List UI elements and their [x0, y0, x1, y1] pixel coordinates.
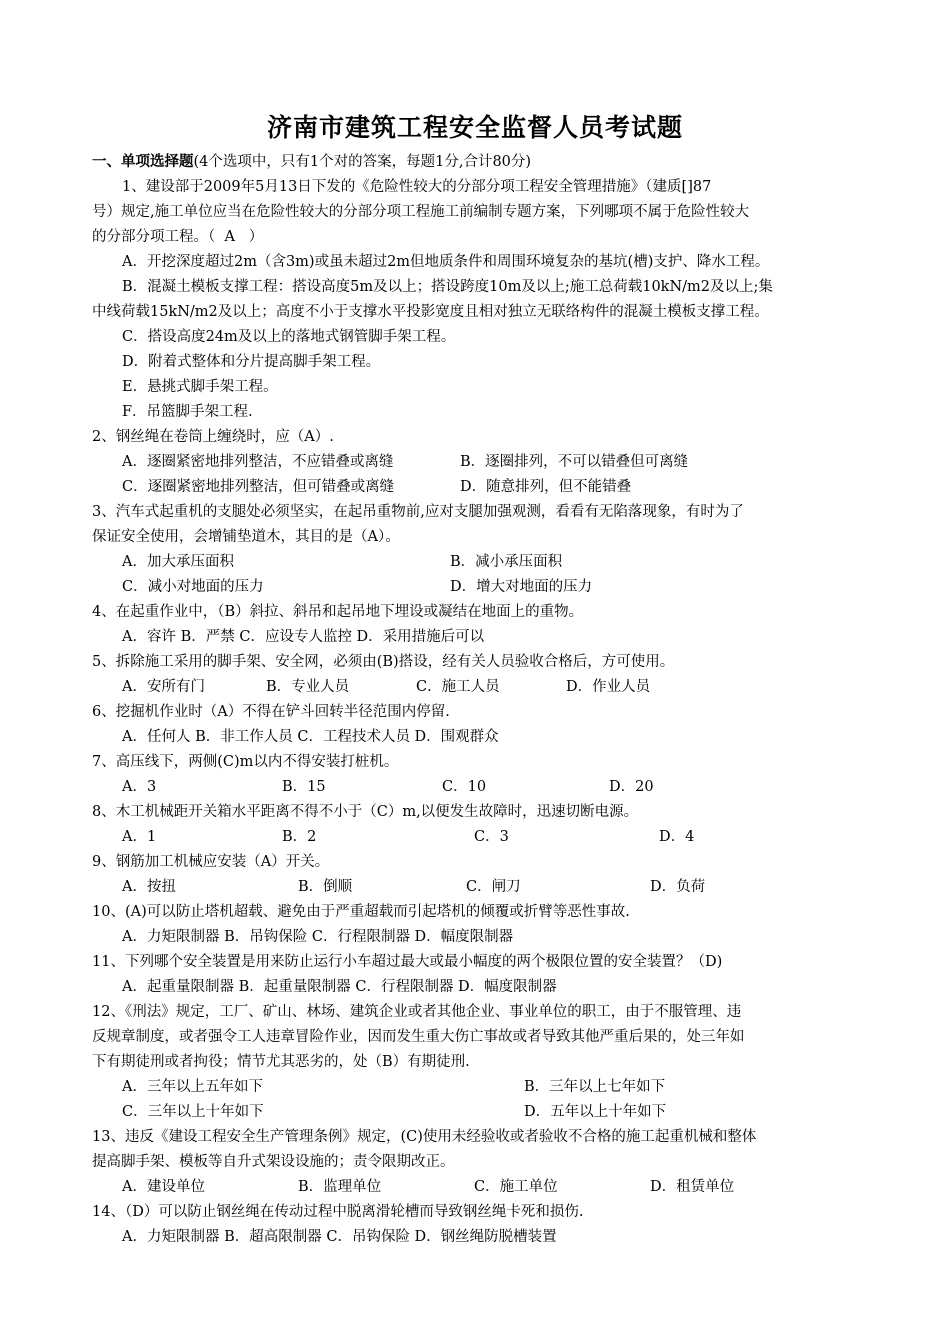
q8-option-a: A．1	[122, 829, 157, 845]
q1-line1: 1、建设部于2009年5月13日下发的《危险性较大的分部分项工程安全管理措施》（建质[]87	[122, 179, 712, 195]
q13-option-d: D．租赁单位	[650, 1179, 735, 1195]
section-heading	[92, 152, 531, 172]
q13-option-a: A．建设单位	[122, 1179, 205, 1195]
q1-option-c: C．搭设高度24m及以上的落地式钢管脚手架工程。	[122, 329, 456, 345]
q7-option-b: B．15	[282, 779, 326, 795]
q4-stem: 4、在起重作业中，（B）斜拉、斜吊和起吊地下埋设或凝结在地面上的重物。	[92, 604, 584, 620]
section-label: 一、单项选择题	[92, 153, 194, 170]
q10-stem: 10、(A)可以防止塔机超载、避免由于严重超载而引起塔机的倾覆或折臂等恶性事故.	[92, 904, 630, 920]
q1-option-b-line1: B．混凝土模板支撑工程：搭设高度5m及以上；搭设跨度10m及以上;施工总荷载10kN/m2及以上;集	[122, 279, 773, 295]
q14-options: A．力矩限制器 B．超高限制器 C．吊钩保险 D．钢丝绳防脱槽装置	[122, 1229, 557, 1245]
q7-option-a: A．3	[122, 779, 157, 795]
q2-option-a: A．逐圈紧密地排列整洁，不应错叠或离缝	[122, 454, 394, 470]
q6-stem: 6、挖掘机作业时（A）不得在铲斗回转半径范围内停留.	[92, 704, 450, 720]
q12-line3: 下有期徒刑或者拘役；情节尤其恶劣的，处（B）有期徒刑.	[92, 1054, 470, 1070]
q2-option-b: B．逐圈排列，不可以错叠但可离缝	[460, 454, 689, 470]
q12-option-a: A．三年以上五年如下	[122, 1079, 263, 1095]
q3-option-d: D．增大对地面的压力	[450, 579, 593, 595]
q5-option-a: A．安所有门	[122, 679, 205, 695]
q1-option-f: F．吊篮脚手架工程.	[122, 404, 253, 420]
q5-option-b: B．专业人员	[266, 679, 350, 695]
q13-line2: 提高脚手架、模板等自升式架设设施的；责令限期改正。	[92, 1154, 455, 1170]
q10-options: A．力矩限制器 B．吊钩保险 C．行程限制器 D．幅度限制器	[122, 929, 514, 945]
q13-option-b: B．监理单位	[298, 1179, 382, 1195]
q8-option-d: D．4	[659, 829, 695, 845]
q13-line1: 13、违反《建设工程安全生产管理条例》规定，(C)使用未经验收或者验收不合格的施工起重机械和整体	[92, 1129, 757, 1145]
q12-option-c: C．三年以上十年如下	[122, 1104, 264, 1120]
document-title: 济南市建筑工程安全监督人员考试题	[266, 113, 683, 142]
q8-option-c: C．3	[474, 829, 509, 845]
q9-option-c: C．闸刀	[466, 879, 521, 895]
q1-option-d: D．附着式整体和分片提高脚手架工程。	[122, 354, 381, 370]
q3-option-a: A．加大承压面积	[122, 554, 234, 570]
q4-options: A．容许 B．严禁 C．应设专人监控 D．采用措施后可以	[122, 629, 485, 645]
q6-options: A．任何人 B．非工作人员 C．工程技术人员 D．围观群众	[122, 729, 499, 745]
q9-option-d: D．负荷	[650, 879, 706, 895]
q9-stem: 9、钢筋加工机械应安装（A）开关。	[92, 854, 330, 870]
q1-option-b-line2: 中线荷载15kN/m2及以上；高度不小于支撑水平投影宽度且相对独立无联络构件的混凝土模板支撑工程。	[92, 304, 769, 320]
q12-line2: 反规章制度，或者强令工人违章冒险作业，因而发生重大伤亡事故或者导致其他严重后果的，处三年如	[92, 1029, 745, 1045]
q3-option-b: B．减小承压面积	[450, 554, 563, 570]
q13-option-c: C．施工单位	[474, 1179, 558, 1195]
q1-line3: 的分部分项工程。（ A ）	[92, 229, 264, 245]
q5-option-d: D．作业人员	[566, 679, 651, 695]
q2-option-c: C．逐圈紧密地排列整洁，但可错叠或离缝	[122, 479, 395, 495]
q9-option-b: B．倒顺	[298, 879, 353, 895]
q14-stem: 14、（D）可以防止钢丝绳在传动过程中脱离滑轮槽而导致钢丝绳卡死和损伤.	[92, 1204, 584, 1220]
q8-stem: 8、木工机械距开关箱水平距离不得不小于（C）m,以便发生故障时，迅速切断电源。	[92, 804, 639, 820]
q12-option-b: B．三年以上七年如下	[524, 1079, 666, 1095]
q1-line2: 号）规定,施工单位应当在危险性较大的分部分项工程施工前编制专题方案，下列哪项不属于危险性较大	[92, 204, 750, 220]
q11-options: A．起重量限制器 B．起重量限制器 C．行程限制器 D．幅度限制器	[122, 979, 557, 995]
q2-stem: 2、钢丝绳在卷筒上缠绕时，应（A）.	[92, 429, 334, 445]
q7-stem: 7、高压线下，两侧(C)m以内不得安装打桩机。	[92, 754, 399, 770]
q11-stem: 11、下列哪个安全装置是用来防止运行小车超过最大或最小幅度的两个极限位置的安全装置？（D)	[92, 954, 723, 970]
q5-option-c: C．施工人员	[416, 679, 500, 695]
q9-option-a: A．按扭	[122, 879, 176, 895]
q12-line1: 12、《刑法》规定，工厂、矿山、林场、建筑企业或者其他企业、事业单位的职工，由于不服管理、违	[92, 1004, 742, 1020]
q7-option-c: C．10	[442, 779, 487, 795]
q1-option-e: E．悬挑式脚手架工程。	[122, 379, 278, 395]
q7-option-d: D．20	[609, 779, 654, 795]
q3-option-c: C．减小对地面的压力	[122, 579, 264, 595]
q12-option-d: D．五年以上十年如下	[524, 1104, 667, 1120]
q1-option-a: A．开挖深度超过2m（含3m)或虽未超过2m但地质条件和周围环境复杂的基坑(槽)支护、降水工程。	[122, 254, 770, 270]
q5-stem: 5、拆除施工采用的脚手架、安全网，必须由(B)搭设，经有关人员验收合格后，方可使用。	[92, 654, 675, 670]
q8-option-b: B．2	[282, 829, 317, 845]
q3-line2: 保证安全使用，会增铺垫道木，其目的是（A）。	[92, 529, 400, 545]
q2-option-d: D．随意排列，但不能错叠	[460, 479, 632, 495]
q3-line1: 3、汽车式起重机的支腿处必须坚实，在起吊重物前,应对支腿加强观测，看看有无陷落现象，有时为了	[92, 504, 744, 520]
section-note: (4个选项中，只有1个对的答案，每题1分,合计80分)	[193, 154, 532, 170]
